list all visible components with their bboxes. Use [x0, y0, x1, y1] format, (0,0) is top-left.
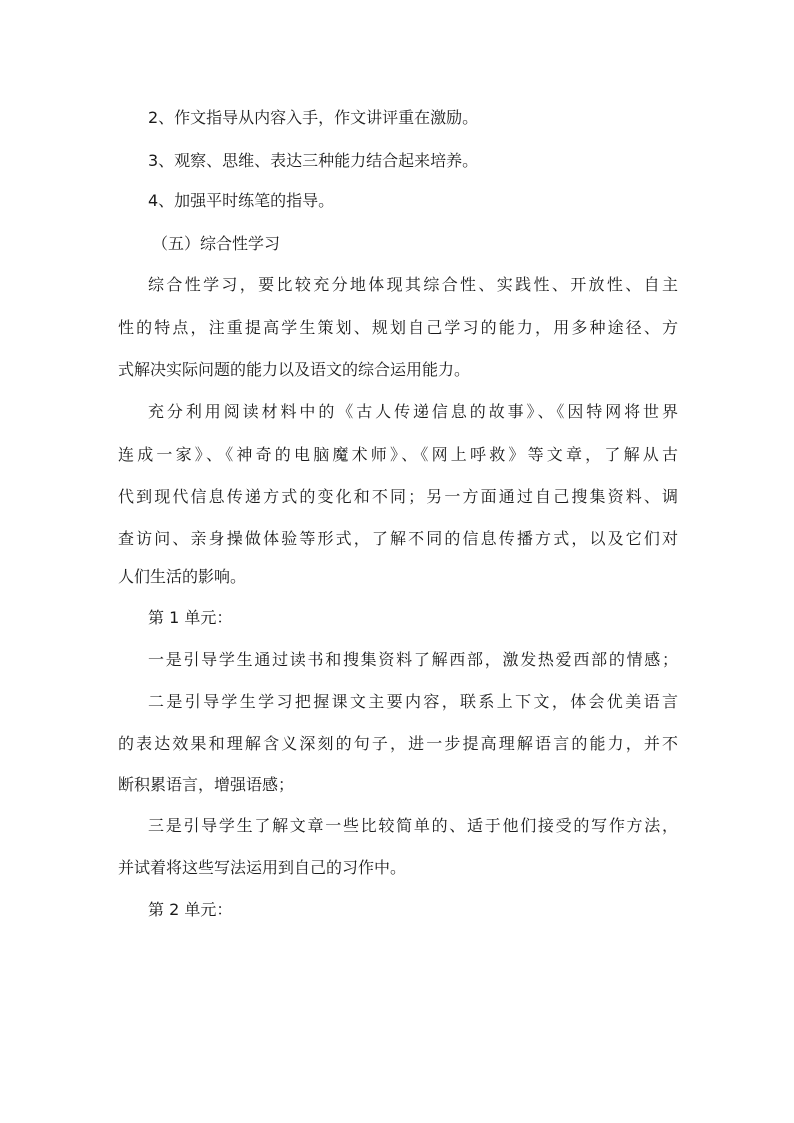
paragraph-line: 综合性学习，要比较充分地体现其综合性、实践性、开放性、自主	[148, 275, 678, 294]
unit-2-heading: 第 2 单元：	[148, 900, 233, 919]
paragraph-line: 连成一家》、《神奇的电脑魔术师》、《网上呼救》等文章，了解从古	[118, 445, 678, 464]
paragraph-line: 代到现代信息传递方式的变化和不同；另一方面通过自己搜集资料、调	[118, 487, 678, 506]
paragraph-line: 式解决实际问题的能力以及语文的综合运用能力。	[118, 360, 471, 379]
unit-1-heading: 第 1 单元：	[148, 608, 233, 627]
paragraph-line: 断积累语言，增强语感；	[118, 775, 295, 794]
paragraph-line: 人们生活的影响。	[118, 567, 247, 586]
paragraph-line: 性的特点，注重提高学生策划、规划自己学习的能力，用多种途径、方	[118, 318, 678, 337]
paragraph-line: 并试着将这些写法运用到自己的习作中。	[118, 858, 407, 877]
item-4: 4、加强平时练笔的指导。	[148, 191, 335, 210]
paragraph-line: 查访问、亲身操做体验等形式，了解不同的信息传播方式，以及它们对	[118, 529, 678, 548]
paragraph-line: 二是引导学生学习把握课文主要内容，联系上下文，体会优美语言	[148, 692, 678, 711]
paragraph-line: 三是引导学生了解文章一些比较简单的、适于他们接受的写作方法，	[148, 816, 678, 835]
section-heading: （五）综合性学习	[152, 234, 281, 253]
paragraph-line: 充分利用阅读材料中的《古人传递信息的故事》、《因特网将世界	[148, 402, 678, 421]
item-2: 2、作文指导从内容入手，作文讲评重在激励。	[148, 108, 479, 127]
paragraph-line: 的表达效果和理解含义深刻的句子，进一步提高理解语言的能力，并不	[118, 734, 678, 753]
paragraph-line: 一是引导学生通过读书和搜集资料了解西部，激发热爱西部的情感；	[148, 650, 678, 669]
item-3: 3、观察、思维、表达三种能力结合起来培养。	[148, 151, 479, 170]
